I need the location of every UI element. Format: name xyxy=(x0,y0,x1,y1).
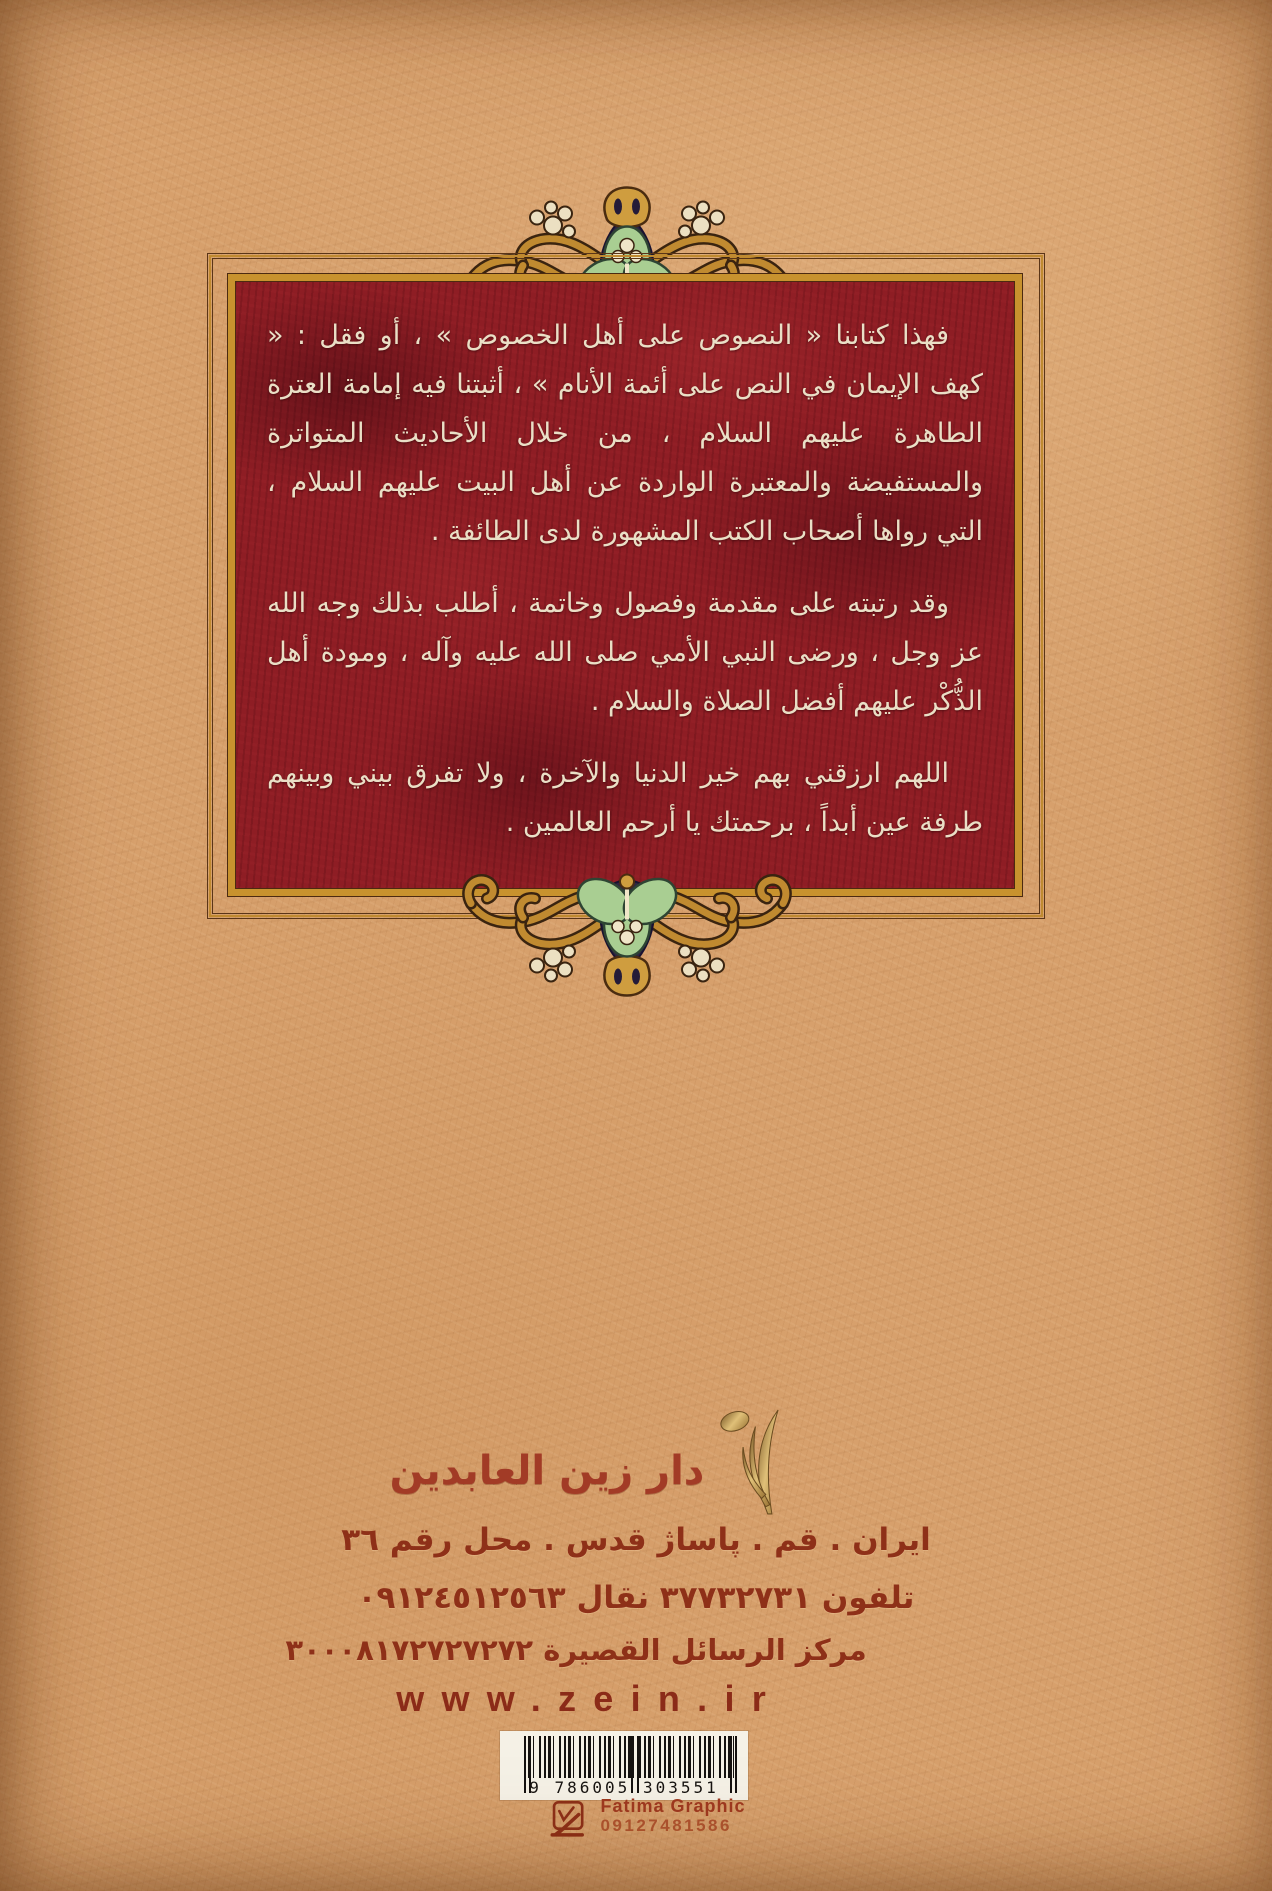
arabesque-crest-bottom-icon xyxy=(407,835,847,1000)
fatima-graphic-logo-icon xyxy=(546,1797,592,1841)
barcode-bars xyxy=(524,1736,736,1778)
print-credit xyxy=(10,1797,1272,1841)
panel-paragraph-3: اللهم ارزقني بهم خير الدنيا والآخرة ، ولا تفرق بيني وبينهم طرفة عين أبداً ، برحمتك يا أرحم العالمين . xyxy=(267,758,983,838)
publisher-name: دار زين العابدين xyxy=(389,1448,705,1494)
isbn-number: 9 786005 303551 xyxy=(529,1778,719,1797)
publisher-brand xyxy=(0,1408,1232,1516)
publisher-logo-icon xyxy=(714,1408,802,1516)
barcode xyxy=(500,1731,748,1800)
red-text-panel xyxy=(228,274,1022,896)
credit-studio-name: Fatima Graphic xyxy=(600,1796,746,1816)
credit-phone: 09127481586 xyxy=(600,1816,732,1835)
phone-line: تلفون ٣٧٧٣٢٧٣١ نقال ٠٩١٢٤٥١٢٥٦٣ xyxy=(357,1580,915,1616)
panel-text-block xyxy=(235,281,1015,847)
website-url: www.zein.ir xyxy=(396,1678,784,1719)
panel-paragraph-1: فهذا كتابنا « النصوص على أهل الخصوص » ، أو فقل : « كهف الإيمان في النص على أئمة الأنام » ، أثبتنا فيه إمامة العترة الطاهرة عليهم السلام ، من خلال الأحاديث المتواترة والمستفيضة والمعتبرة الواردة عن أهل البيت عليهم السلام ، التي رواها أصحاب الكتب المشهورة لدى الطائفة . xyxy=(267,320,983,547)
panel-paragraph-2: وقد رتبته على مقدمة وفصول وخاتمة ، أطلب بذلك وجه الله عز وجل ، ورضى النبي الأمي صلى الله عليه وآله ، ومودة أهل الذُّكْر عليهم أفضل الصلاة والسلام . xyxy=(267,588,983,717)
sms-line: مركز الرسائل القصيرة ٣٠٠٠٨١٧٢٧٢٧٢٧٢ xyxy=(285,1633,867,1667)
address-line: ايران . قم . پاساژ قدس . محل رقم ٣٦ xyxy=(341,1522,931,1558)
